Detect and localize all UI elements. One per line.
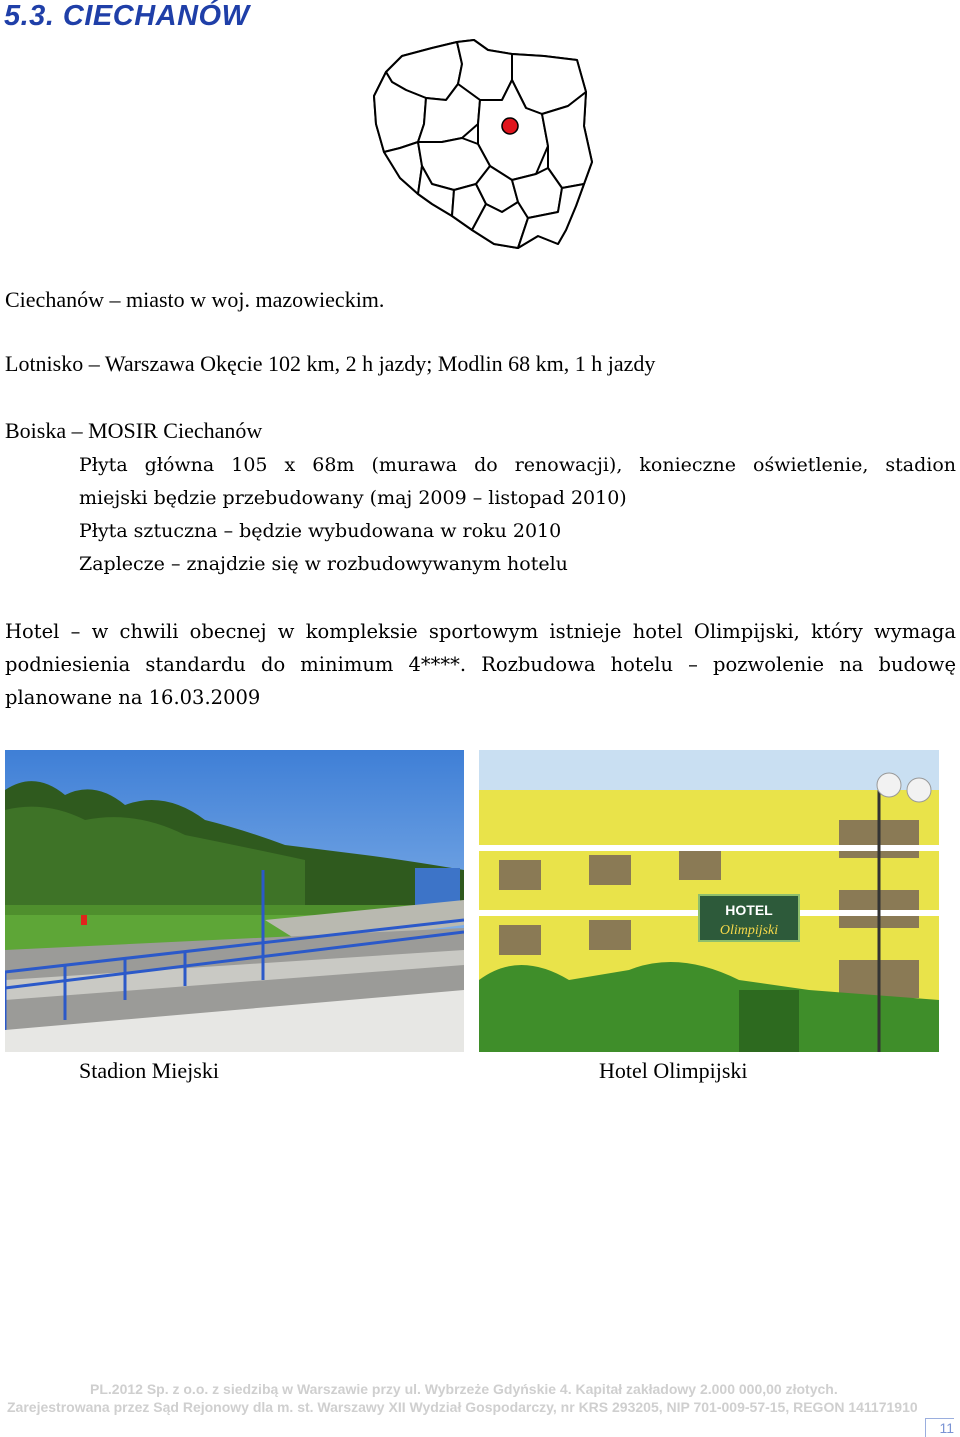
facilities-text: Zaplecze – znajdzie się w rozbudowywanym hotelu (79, 553, 568, 575)
airport-text: Lotnisko – Warszawa Okęcie 102 km, 2 h jazdy; Modlin 68 km, 1 h jazdy (5, 351, 656, 376)
main-pitch-line-2: miejski będzie przebudowany (maj 2009 – listopad 2010) (79, 487, 627, 509)
stadium-caption: Stadion Miejski (79, 1058, 219, 1083)
hotel-sign-script: Olimpijski (719, 923, 779, 938)
poland-map (362, 34, 596, 256)
hotel-paragraph: Hotel – w chwili obecnej w kompleksie sportowym istnieje hotel Olimpijski, który wymaga podniesienia standardu do minimum 4****. Rozbudowa hotelu – pozwolenie na budowę planowane na 16.03.2009 (5, 620, 956, 709)
page-number: 11 (925, 1418, 954, 1437)
page-title: 5.3. CIECHANÓW (4, 0, 250, 32)
intro-text: Ciechanów – miasto w woj. mazowieckim. (5, 287, 385, 312)
city-marker (502, 118, 518, 134)
stadium-photo (5, 750, 464, 1052)
hotel-photo (479, 750, 939, 1052)
hotel-caption: Hotel Olimpijski (599, 1058, 748, 1083)
footer-line-2: Zarejestrowana przez Sąd Rejonowy dla m. st. Warszawy XII Wydział Gospodarczy, nr KRS 293205, NIP 701-009-57-15, REGON 141171910 (7, 1399, 918, 1415)
hotel-sign-text: HOTEL (725, 902, 773, 918)
footer-line-1: PL.2012 Sp. z o.o. z siedzibą w Warszawie przy ul. Wybrzeże Gdyńskie 4. Kapitał zakładowy 2.000 000,00 złotych. (90, 1381, 838, 1397)
main-pitch-line-1: Płyta główna 105 x 68m (murawa do renowacji), konieczne oświetlenie, stadion (79, 454, 956, 476)
artificial-pitch-text: Płyta sztuczna – będzie wybudowana w roku 2010 (79, 520, 562, 542)
pitches-heading: Boiska – MOSIR Ciechanów (5, 418, 263, 443)
